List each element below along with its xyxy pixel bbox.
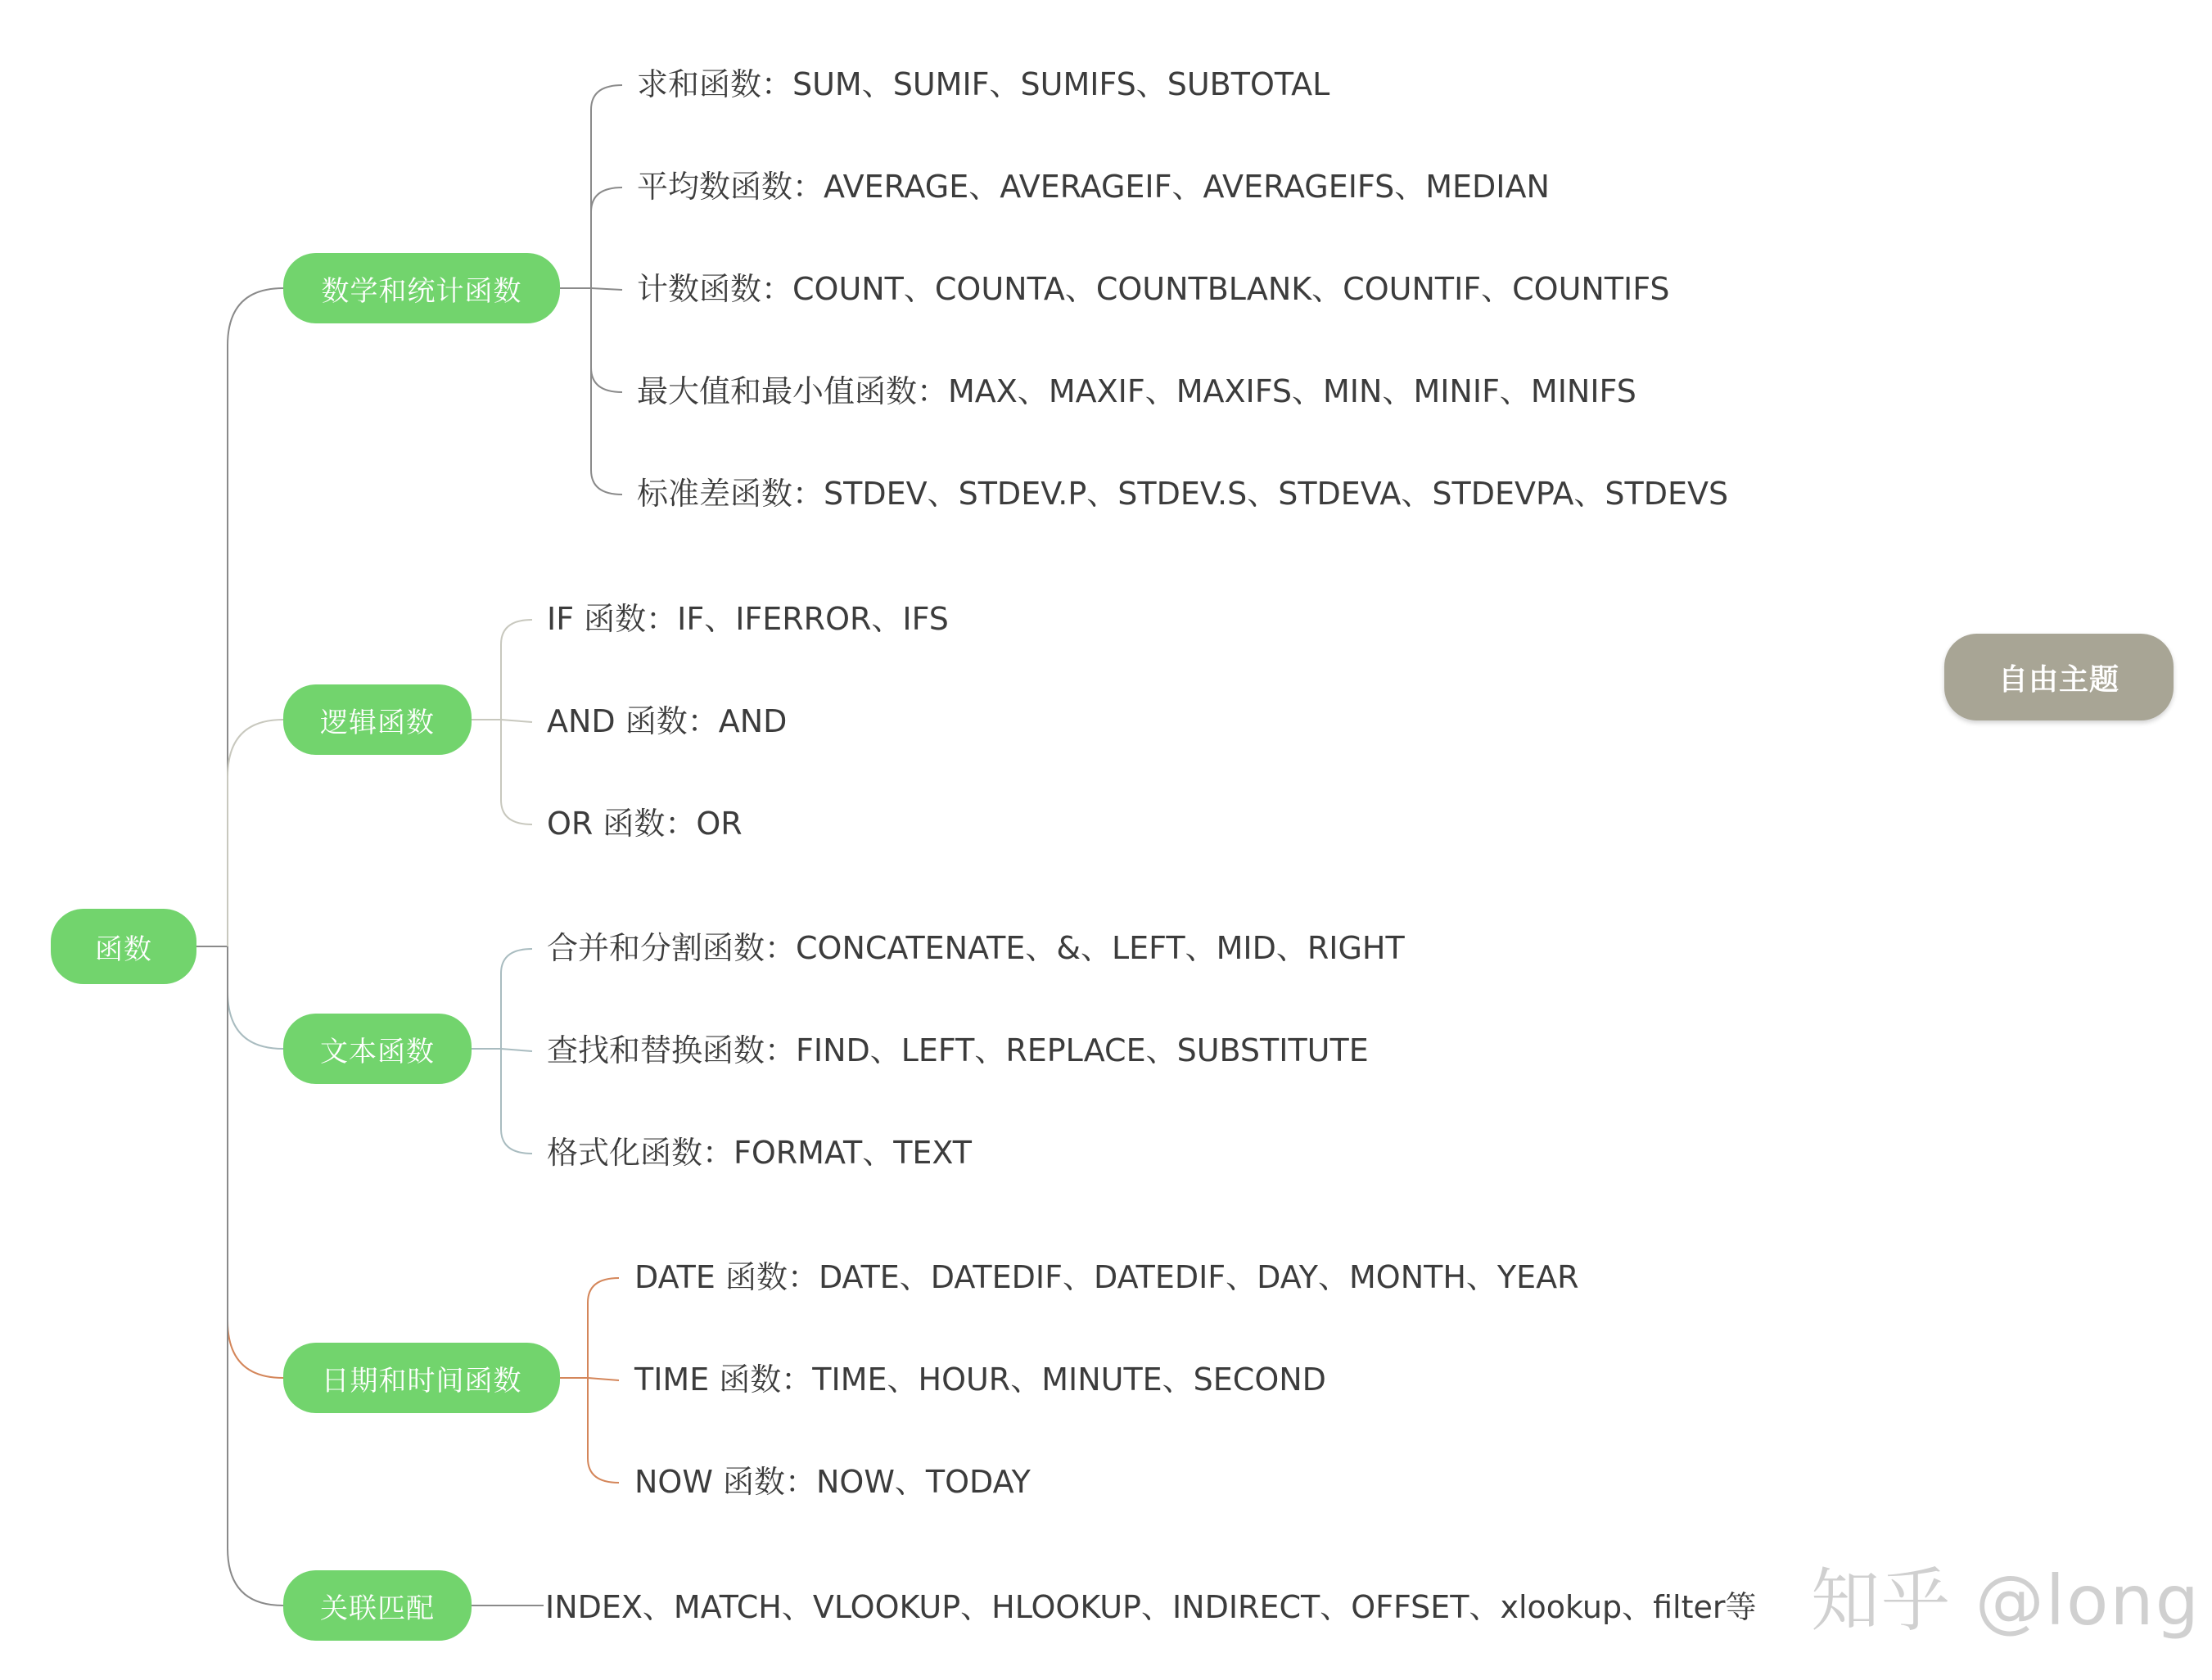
leaf-connector-1-2 bbox=[501, 720, 532, 824]
leaf-lookup-functions: INDEX、MATCH、VLOOKUP、HLOOKUP、INDIRECT、OFFSET、xlookup、filter等 bbox=[545, 1589, 1757, 1625]
leaf-format-functions: 格式化函数：FORMAT、TEXT bbox=[547, 1135, 973, 1171]
branch-connector-2 bbox=[228, 946, 283, 1049]
leaf-time-functions: TIME 函数：TIME、HOUR、MINUTE、SECOND bbox=[634, 1362, 1326, 1398]
leaf-concat-split-functions: 合并和分割函数：CONCATENATE、&、LEFT、MID、RIGHT bbox=[547, 930, 1405, 966]
leaf-now-functions: NOW 函数：NOW、TODAY bbox=[634, 1464, 1031, 1500]
leaf-max-min-functions: 最大值和最小值函数：MAX、MAXIF、MAXIFS、MIN、MINIF、MINIFS bbox=[637, 373, 1636, 409]
leaf-sum-functions: 求和函数：SUM、SUMIF、SUMIFS、SUBTOTAL bbox=[637, 66, 1330, 102]
leaf-or-functions: OR 函数：OR bbox=[547, 806, 743, 842]
leaf-connector-2-1 bbox=[501, 1049, 532, 1051]
leaf-connector-2-2 bbox=[501, 1049, 532, 1154]
leaf-and-functions: AND 函数：AND bbox=[547, 703, 788, 739]
leaf-count-functions: 计数函数：COUNT、COUNTA、COUNTBLANK、COUNTIF、COUNTIFS bbox=[637, 271, 1670, 307]
branch-math-stats[interactable]: 数学和统计函数 bbox=[283, 253, 560, 323]
branch-connector-1 bbox=[228, 720, 283, 946]
leaf-connector-3-1 bbox=[588, 1378, 619, 1380]
leaf-connector-3-2 bbox=[588, 1378, 619, 1483]
leaf-if-functions: IF 函数：IF、IFERROR、IFS bbox=[547, 601, 949, 637]
leaf-connector-0-1 bbox=[591, 187, 622, 288]
branch-connector-4 bbox=[228, 946, 283, 1605]
leaf-find-replace-functions: 查找和替换函数：FIND、LEFT、REPLACE、SUBSTITUTE bbox=[547, 1032, 1369, 1068]
leaf-connector-1-1 bbox=[501, 720, 532, 722]
branch-lookup[interactable]: 关联匹配 bbox=[283, 1570, 472, 1641]
root-node[interactable]: 函数 bbox=[51, 909, 196, 984]
zhihu-watermark: 知乎 @long bbox=[1811, 1560, 2201, 1641]
branch-connector-0 bbox=[228, 288, 283, 946]
leaf-connector-0-0 bbox=[591, 85, 622, 288]
branch-date-time[interactable]: 日期和时间函数 bbox=[283, 1343, 560, 1413]
leaf-date-functions: DATE 函数：DATE、DATEDIF、DATEDIF、DAY、MONTH、YEAR bbox=[634, 1259, 1579, 1295]
free-topic-node[interactable]: 自由主题 bbox=[1944, 634, 2174, 720]
leaf-connector-3-0 bbox=[588, 1278, 619, 1378]
leaf-connector-0-3 bbox=[591, 288, 622, 392]
branch-connector-3 bbox=[228, 946, 283, 1378]
leaf-average-functions: 平均数函数：AVERAGE、AVERAGEIF、AVERAGEIFS、MEDIAN bbox=[637, 169, 1550, 205]
leaf-connector-0-2 bbox=[591, 288, 622, 290]
leaf-connector-2-0 bbox=[501, 949, 532, 1049]
leaf-connector-1-0 bbox=[501, 620, 532, 720]
branch-logic[interactable]: 逻辑函数 bbox=[283, 684, 472, 755]
branch-text[interactable]: 文本函数 bbox=[283, 1014, 472, 1084]
leaf-stdev-functions: 标准差函数：STDEV、STDEV.P、STDEV.S、STDEVA、STDEVPA、STDEVS bbox=[637, 476, 1729, 512]
